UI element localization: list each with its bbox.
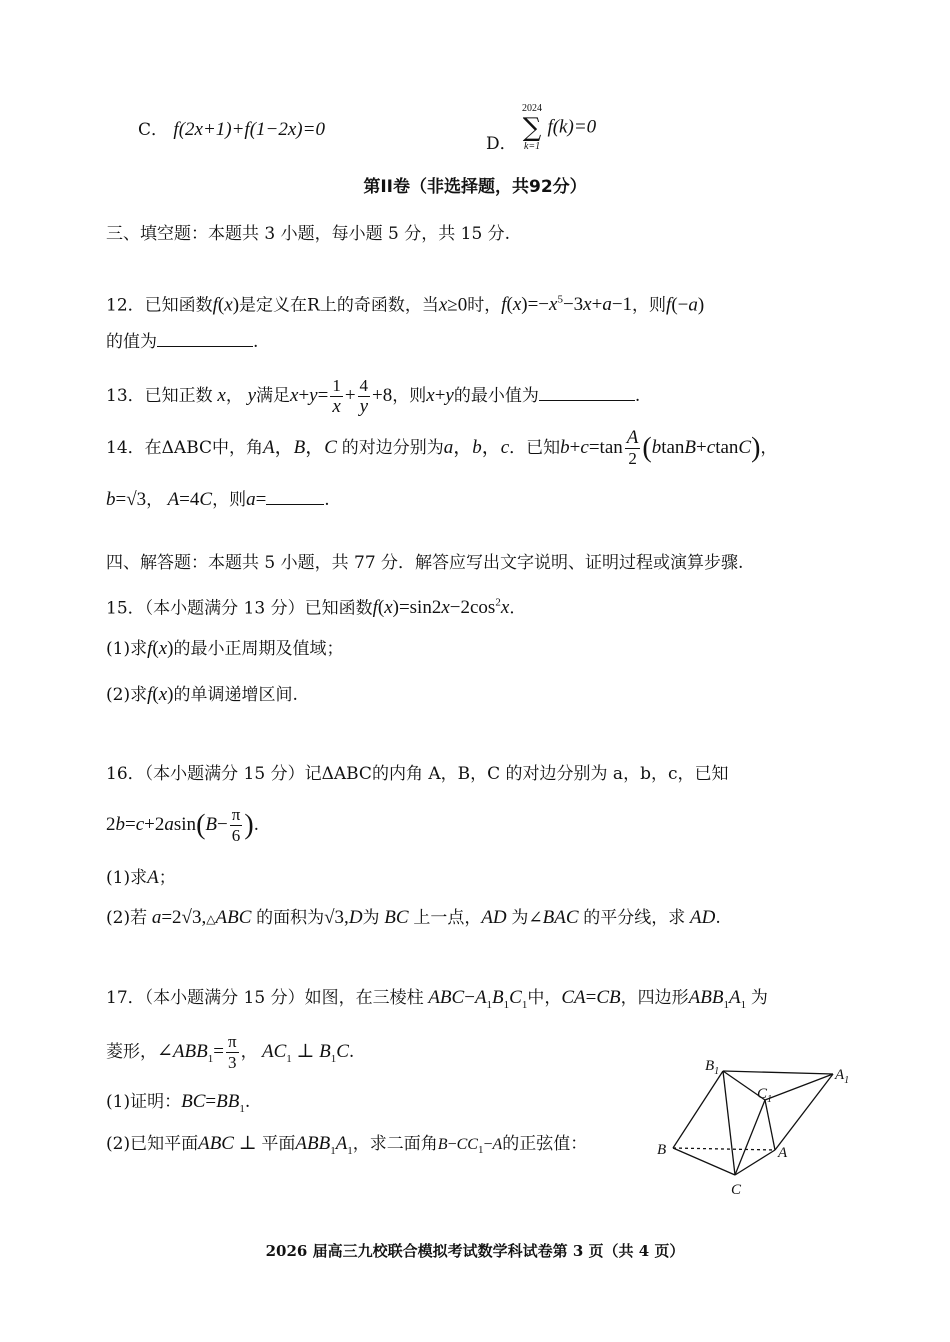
edge-b1-a1 [723, 1071, 833, 1074]
q17-text: 中， [527, 988, 562, 1008]
q12-number: 12． [106, 295, 145, 316]
label-a1: $A_1$ [835, 1067, 850, 1086]
section3-heading: 三、填空题：本题共 3 小题，每小题 5 分，共 15 分. [106, 224, 511, 244]
q13-line: 13．已知正数 x， y满足x+y= $\frac{1}{x}$ + $\frac{4}{y}$ +8，则x+y的最小值为 . [106, 376, 641, 417]
fraction: $\frac{\pi}{3}$ [227, 1032, 237, 1072]
q13-text: 满足 [256, 386, 291, 406]
sum-upper: 2024 [522, 103, 543, 114]
edge-c-a [735, 1150, 775, 1175]
q16-text: ； [158, 868, 176, 888]
q17-text: (1)证明： [106, 1092, 182, 1112]
fraction: $\frac{4}{y}$ [359, 376, 369, 417]
q14-a4c: A=4C [163, 489, 213, 510]
option-c [138, 118, 325, 142]
option-d-expr: f(k)=0 [547, 116, 597, 138]
answer-blank[interactable] [266, 488, 324, 505]
q17-prism: $ABC-A_1B_1C_1$ [423, 987, 528, 1011]
q17-text: 为 [750, 988, 768, 1008]
q13-end: . [634, 386, 641, 406]
q15-fx: f(x) [147, 684, 174, 705]
q16-area: √3,D [324, 907, 363, 928]
q15-text: (1)求 [106, 639, 148, 659]
q16-text: 为 [362, 908, 380, 928]
q15-line: 15．（本小题满分 13 分）已知函数$f(x)=\sin 2x-2\cos^2x$. [106, 597, 515, 619]
q15-text: (2)求 [106, 685, 148, 705]
label-c1: $C_1$ [757, 1086, 773, 1105]
q13-eq: x+y= [290, 385, 329, 406]
q15-part2 [106, 683, 298, 707]
q17-text: 17．（本小题满分 15 分）如图，在三棱柱 [106, 988, 424, 1008]
q17-text: (2)已知平面 [106, 1134, 199, 1154]
q12-text: 是定义在R上的奇函数，当 [239, 295, 439, 316]
q14-text: 在ΔABC中，角 [144, 438, 264, 458]
q17-line2: 菱形，$\angle ABB_1=$ $\frac{\pi}{3}$ ， $AC_1$ ⊥ $B_1C$. [106, 1032, 355, 1072]
q14-text: ， [146, 490, 164, 510]
q13-text: 的最小值为 [453, 386, 539, 406]
q16-a: A [147, 867, 159, 888]
q17-angle: $\angle ABB_1=$ [157, 1041, 224, 1065]
q16-ad: AD [481, 907, 512, 928]
q12-text: 已知函数 [144, 295, 213, 316]
q16-condition: 2b=c+2asin(B− $\frac{\pi}{6}$ ). [106, 805, 260, 845]
q16-bac: BAC [542, 907, 584, 928]
answer-blank[interactable] [157, 330, 253, 347]
q15-text: 的单调递增区间. [173, 685, 298, 705]
q12-text: 时， [467, 295, 502, 316]
label-a: A [778, 1145, 788, 1161]
q14-sides: a，b，c [443, 437, 510, 458]
q17-text: 菱形， [106, 1042, 157, 1062]
part2-title: 第II卷（非选择题，共92分） [363, 177, 587, 197]
sum-lower: k=1 [523, 141, 541, 152]
q16-part2 [106, 906, 721, 931]
q17-text: ，求二面角 [352, 1134, 438, 1154]
q15-head: 15．（本小题满分 13 分）已知函数 [106, 598, 373, 619]
edge-c1-c [735, 1100, 765, 1175]
q12-f-neg-a: f(−a) [666, 294, 705, 316]
edge-b1-c [723, 1071, 735, 1175]
q17-dihedral: $B-CC_1-A$ [437, 1136, 503, 1157]
q13-text: 已知正数 [144, 386, 213, 406]
var-y: y [242, 385, 257, 406]
q13-xy: x+y [426, 385, 454, 406]
q17-perp: $AC_1$ ⊥ $B_1C$ [257, 1041, 349, 1065]
q15-def: $f(x)=\sin 2x-2\cos^2x$ [372, 597, 510, 619]
q15-part1 [106, 637, 343, 661]
q14-b: b=√3 [106, 489, 147, 510]
prism-figure [655, 1052, 855, 1202]
q16-text: 的面积为 [256, 908, 325, 928]
q17-plane: $ABB_1A_1$ [295, 1133, 353, 1157]
q16-text: 为∠ [511, 908, 543, 928]
q12-fx: f(x) [212, 294, 240, 316]
q14-a: a= [246, 489, 267, 510]
q14-number: 14． [106, 438, 145, 458]
q16-part1 [106, 866, 176, 890]
option-c-expr: f(2x+1)+f(1−2x)=0 [173, 119, 325, 140]
q14-text: 的对边分别为 [341, 438, 444, 458]
q15-fx: f(x) [147, 638, 174, 659]
q17-text: ，四边形 [620, 988, 689, 1008]
q13-number: 13． [106, 386, 145, 406]
q17-part2 [106, 1132, 587, 1163]
summation [522, 103, 542, 153]
fraction: $\frac{1}{x}$ [332, 376, 341, 417]
q16-text: 上一点， [413, 908, 482, 928]
label-c: C [731, 1182, 742, 1198]
q16-text: 的平分线，求 [583, 908, 686, 928]
edge-c1-a [765, 1100, 775, 1150]
q16-head: 16．（本小题满分 15 分）记ΔABC的内角 A，B，C 的对边分别为 a，b，c，已知 [106, 764, 729, 784]
q16-cond: a=2√3,△ABC [147, 907, 257, 928]
q14-angles: A，B，C [263, 437, 342, 458]
q17-part1: (1)证明：$BC=BB_1$. [106, 1091, 251, 1115]
q14-text: ，则 [212, 490, 247, 510]
q12-end: . [253, 332, 259, 352]
q12-text: 的值为 [106, 332, 157, 352]
q12-text: ，则 [632, 295, 667, 316]
q12-line2 [106, 330, 258, 354]
page-footer: 2026 届高三九校联合模拟考试数学科试卷第 3 页（共 4 页） [265, 1242, 685, 1260]
option-d [486, 103, 596, 153]
q16-ad2: AD [685, 907, 716, 928]
fraction: $\frac{\pi}{6}$ [231, 805, 241, 845]
q14-line1 [106, 426, 777, 471]
q17-quad: $ABB_1A_1$ [688, 987, 747, 1011]
edge-b1-b [673, 1071, 723, 1148]
q16-eq: 2b=c+2asin(B− [106, 809, 228, 841]
q16-text: . [715, 908, 721, 928]
q12-cond: x≥0 [438, 294, 468, 316]
sigma-icon: ∑ [522, 113, 542, 143]
q12-def: $f(x)=-x^5-3x+a-1$ [501, 294, 633, 316]
q16-text: (2)若 [106, 908, 148, 928]
label-b1: $B_1$ [705, 1058, 720, 1077]
option-c-label: C． [138, 120, 169, 140]
q16-text: (1)求 [106, 868, 148, 888]
q17-text: 平面 [261, 1134, 296, 1154]
answer-blank[interactable] [539, 384, 635, 401]
q15-text: 的最小正周期及值域； [173, 639, 344, 659]
section4-heading: 四、解答题：本题共 5 小题，共 77 分．解答应写出文字说明、证明过程或演算步骤. [106, 553, 744, 573]
q13-text: ， [225, 386, 243, 406]
q14-text: ， [760, 438, 778, 458]
option-d-label: D． [486, 133, 517, 154]
q17-abc: ABC ⊥ [198, 1133, 262, 1154]
q14-cond: b+c=tan [560, 437, 623, 458]
q17-head [106, 986, 768, 1017]
q17-text: ， [240, 1042, 258, 1062]
label-b: B [657, 1142, 667, 1158]
q17-text: 的正弦值： [502, 1134, 588, 1154]
q13-text: ，则 [392, 386, 427, 406]
q14-line2 [106, 488, 330, 512]
q14-cond2: (btanB+ctanC) [642, 432, 761, 464]
q12-line1 [106, 288, 704, 317]
edge-b-a-hidden [673, 1148, 775, 1150]
var-x: x [212, 385, 226, 406]
edge-b-c [673, 1148, 735, 1175]
q14-text: ．已知 [509, 438, 561, 458]
q17-bc-bb1: $BC=BB_1$ [181, 1091, 245, 1115]
q14-end: . [324, 490, 330, 510]
q16-bc: BC [379, 907, 414, 928]
fraction: $\frac{A}{2}$ [626, 427, 639, 468]
q17-ca-cb: CA=CB [561, 987, 621, 1008]
